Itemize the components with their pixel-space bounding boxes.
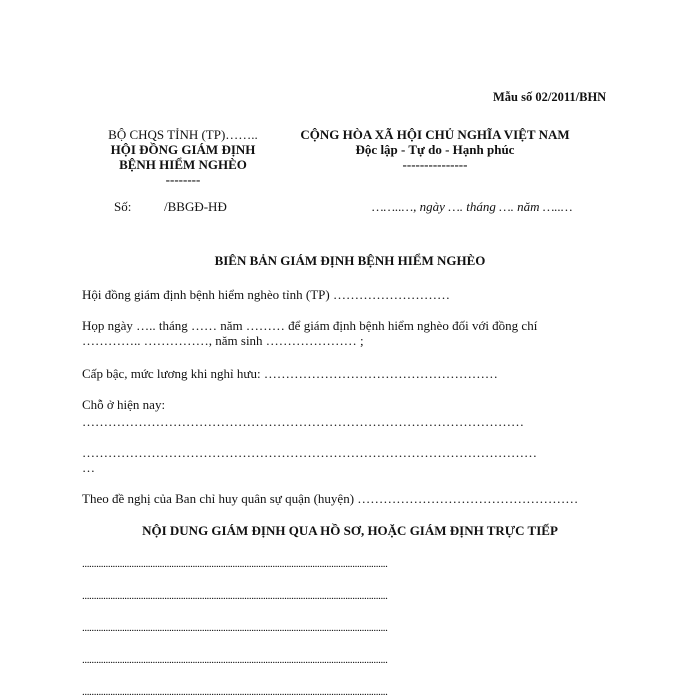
national-motto: Độc lập - Tự do - Hạnh phúc [355, 142, 515, 157]
reference-number [114, 199, 227, 215]
residence-dots-3: … [82, 460, 95, 475]
residence-dots-2: …………………………………………………………………………………………… [82, 445, 537, 460]
content-line: .................................................................................................................................. [82, 558, 388, 570]
reference-code: /BBGĐ-HĐ [164, 199, 227, 214]
agency-council: HỘI ĐỒNG GIÁM ĐỊNH [110, 142, 256, 157]
residence-label: Chỗ ở hiện nay: [82, 397, 166, 412]
residence-dots-1: ………………………………………………………………………………………… [82, 414, 524, 429]
agency-header [74, 127, 292, 187]
national-header [276, 127, 594, 172]
content-line: .................................................................................................................................. [82, 590, 388, 602]
national-divider: --------------- [402, 157, 468, 172]
reference-label: Số: [114, 199, 132, 214]
council-line: Hội đồng giám định bệnh hiểm nghèo tỉnh (TP) ……………………… [82, 287, 450, 302]
date-line: ……..…, ngày …. tháng …. năm …..… [372, 199, 573, 214]
document-title: BIÊN BẢN GIÁM ĐỊNH BỆNH HIỂM NGHÈO [214, 253, 486, 268]
proposal-line: Theo đề nghị của Ban chỉ huy quân sự quận (huyện) …………………………………………… [82, 491, 579, 506]
agency-divider: -------- [165, 172, 201, 187]
agency-ministry: BỘ CHQS TỈNH (TP)…….. [108, 127, 258, 142]
content-subtitle: NỘI DUNG GIÁM ĐỊNH QUA HỒ SƠ, HOẶC GIÁM ĐỊNH TRỰC TIẾP [142, 523, 558, 538]
meeting-line-1: Họp ngày ….. tháng …… năm ……… để giám định bệnh hiểm nghèo đối với đồng chí [82, 318, 538, 333]
content-line: .................................................................................................................................. [82, 654, 388, 666]
rank-line: Cấp bậc, mức lương khi nghỉ hưu: ……………………………………………… [82, 366, 498, 381]
content-line: .................................................................................................................................. [82, 686, 388, 698]
content-line: .................................................................................................................................. [82, 622, 388, 634]
form-number: Mẫu số 02/2011/BHN [493, 90, 607, 104]
meeting-line-2: ………….. ……………, năm sinh ………………… ; [82, 333, 364, 348]
agency-council-subject: BỆNH HIỂM NGHÈO [119, 157, 247, 172]
national-title: CỘNG HÒA XÃ HỘI CHỦ NGHĨA VIỆT NAM [300, 127, 570, 142]
